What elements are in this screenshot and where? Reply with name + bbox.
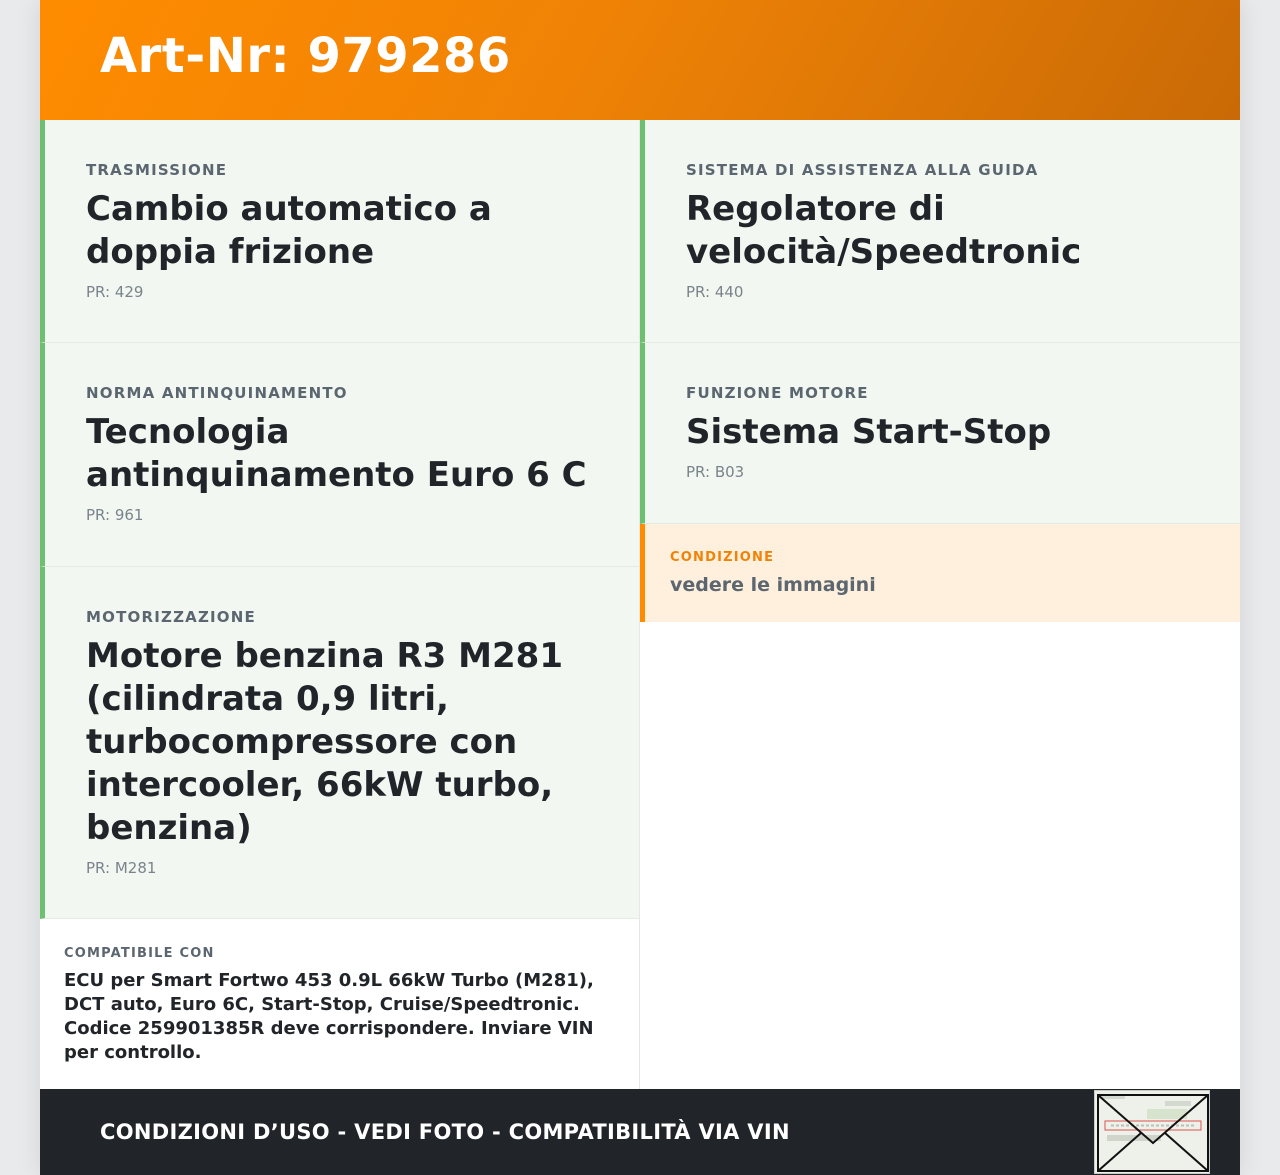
envelope-icon	[1095, 1091, 1210, 1174]
spec-label: TRASMISSIONE	[86, 161, 228, 179]
envelope-document-thumbnail-icon[interactable]	[1094, 1090, 1210, 1174]
compatibility-label: COMPATIBILE CON	[64, 946, 215, 961]
spec-label: SISTEMA DI ASSISTENZA ALLA GUIDA	[686, 161, 1039, 179]
compatibility-text: ECU per Smart Fortwo 453 0.9L 66kW Turbo (M281), DCT auto, Euro 6C, Start-Stop, Cruise/Speedtronic. Codice 259901385R deve corrispondere. Inviare VIN per controllo.	[64, 970, 594, 1063]
header-banner	[40, 0, 1240, 120]
footer-links-text: CONDIZIONI D’USO - VEDI FOTO - COMPATIBILITÀ VIA VIN	[100, 1120, 790, 1144]
page-title: Art-Nr: 979286	[100, 28, 511, 84]
spec-value: Tecnologia antinquinamento Euro 6 C	[86, 412, 587, 495]
spec-value: Motore benzina R3 M281 (cilindrata 0,9 litri, turbocompressore con intercooler, 66kW turbo, benzina)	[86, 636, 563, 848]
spec-label: FUNZIONE MOTORE	[686, 384, 869, 402]
condition-value: vedere le immagini	[670, 574, 876, 596]
spec-code: PR: 961	[86, 506, 144, 524]
compatibility-section	[40, 919, 640, 1089]
condition-box	[640, 524, 1240, 622]
spec-value: Cambio automatico a doppia frizione	[86, 189, 492, 272]
spec-card-transmission	[40, 120, 640, 343]
footer-bar	[40, 1089, 1240, 1175]
spec-code: PR: M281	[86, 859, 157, 877]
spec-code: PR: 429	[86, 283, 144, 301]
spec-value: Regolatore di velocità/Speedtronic	[686, 189, 1082, 272]
spec-card-driver-assistance	[640, 120, 1240, 343]
spec-code: PR: 440	[686, 283, 744, 301]
spec-card-emission-standard	[40, 343, 640, 567]
spec-label: MOTORIZZAZIONE	[86, 608, 256, 626]
spec-code: PR: B03	[686, 463, 745, 481]
spec-card-engine	[40, 567, 640, 919]
left-column	[40, 120, 640, 919]
spec-card-engine-function	[640, 343, 1240, 524]
product-sheet	[40, 0, 1240, 1175]
spec-value: Sistema Start-Stop	[686, 412, 1052, 452]
spec-label: NORMA ANTINQUINAMENTO	[86, 384, 348, 402]
condition-label: CONDIZIONE	[670, 550, 775, 565]
right-column	[640, 120, 1240, 622]
